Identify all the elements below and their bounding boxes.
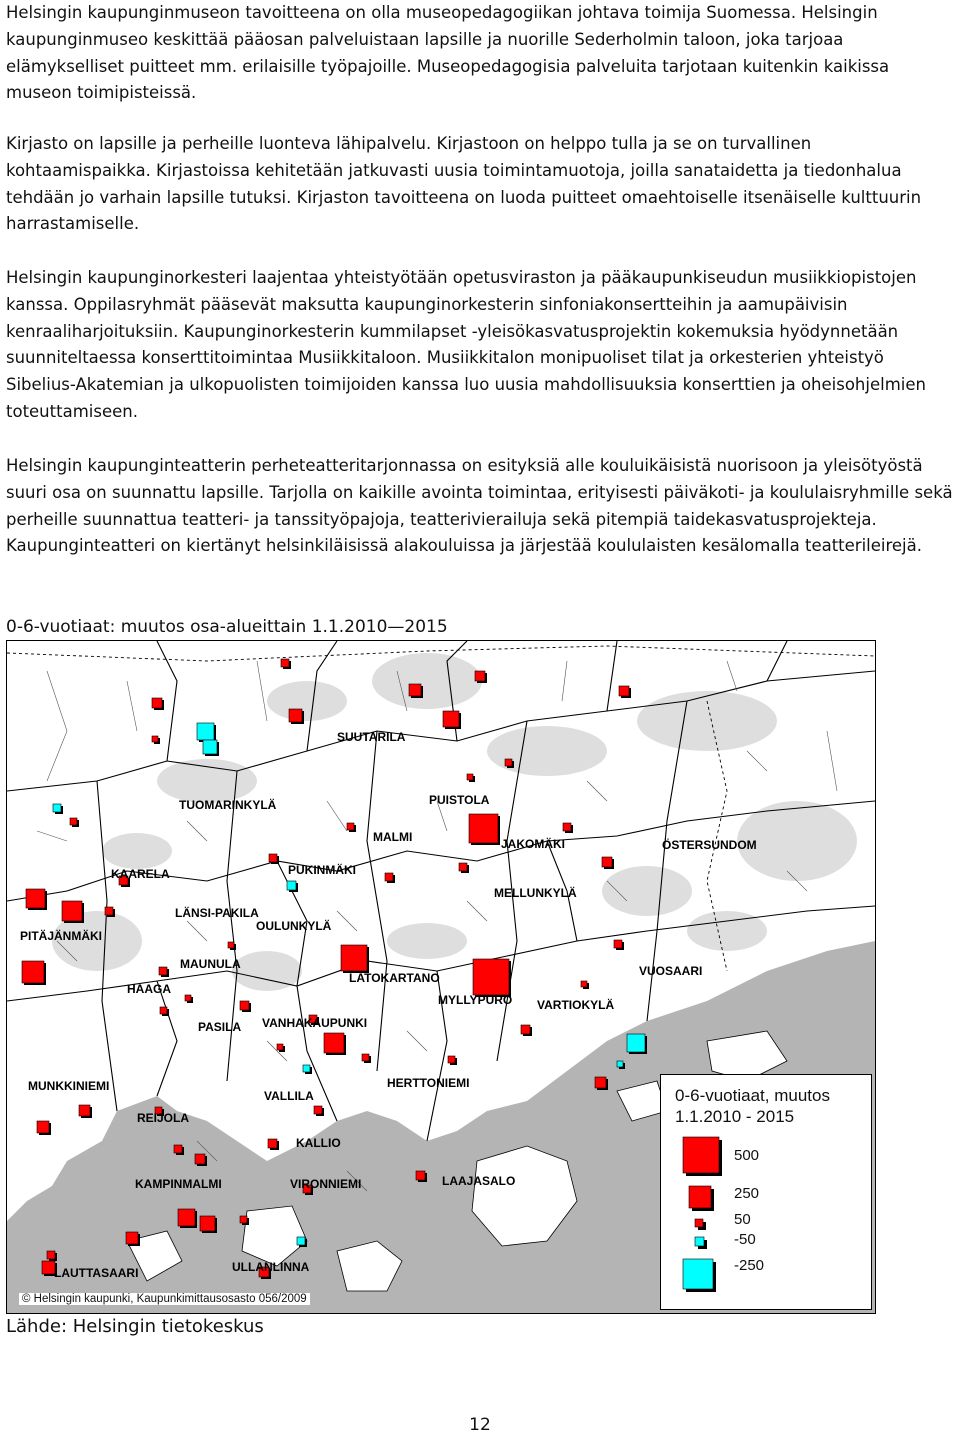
legend-symbol-50 xyxy=(695,1219,703,1227)
increase-marker xyxy=(152,698,162,708)
map-caption: 0-6-vuotiaat: muutos osa-alueittain 1.1.2010—2015 xyxy=(6,617,448,637)
district-label: VUOSAARI xyxy=(639,964,703,978)
legend-symbol-minus-50 xyxy=(695,1237,704,1246)
district-label: VALLILA xyxy=(264,1089,314,1103)
district-label: PITÄJÄNMÄKI xyxy=(20,929,103,943)
district-map xyxy=(6,640,876,1314)
district-label: PUKINMÄKI xyxy=(288,863,356,877)
increase-marker xyxy=(448,1056,455,1063)
legend-label-250: 250 xyxy=(734,1185,760,1202)
legend-label-minus-250: -250 xyxy=(734,1257,765,1274)
decrease-marker xyxy=(303,1065,310,1072)
district-label: SUUTARILA xyxy=(337,730,406,744)
decrease-marker xyxy=(287,881,296,890)
legend-label-minus-50: -50 xyxy=(734,1231,756,1248)
district-label: MAUNULA xyxy=(180,957,241,971)
increase-marker xyxy=(240,1216,247,1223)
decrease-marker xyxy=(617,1061,623,1067)
source-note: Lähde: Helsingin tietokeskus xyxy=(6,1316,264,1337)
increase-marker xyxy=(619,686,629,696)
legend-label-50: 50 xyxy=(734,1211,751,1228)
increase-marker xyxy=(26,889,45,908)
district-label: LAAJASALO xyxy=(442,1174,516,1188)
district-label: OULUNKYLÄ xyxy=(256,919,332,933)
page-number: 12 xyxy=(469,1415,491,1435)
district-label: VANHAKAUPUNKI xyxy=(262,1016,368,1030)
district-label: LATOKARTANO xyxy=(349,971,440,985)
district-label: ÖSTERSUNDOM xyxy=(662,838,757,852)
increase-marker xyxy=(105,907,113,915)
increase-marker xyxy=(324,1033,344,1053)
increase-marker xyxy=(79,1105,90,1116)
district-label: KAARELA xyxy=(111,867,170,881)
paragraph-orchestra: Helsingin kaupunginorkesteri laajentaa yhteistyötään opetusviraston ja pääkaupunkiseudun musiikkiopistojen kanssa. Oppilasryhmät pääsevät maksutta kaupunginorkesterin sinfoniakonsertteihin ja aamupäivisin kenraaliharjoituksiin. Kaupunginorkesterin kummilapset -yleisökasvatusprojektin kokemuksia hyödynnetään suunniteltaessa konserttitoimintaa Musiikkitaloon. Musiikkitalon monipuoliset tilat ja orkesterien yhteistyö Sibelius-Akatemian ja ulkopuolisten toimijoiden kanssa luo uusia mahdollisuuksia konserttien ja oheisohjelmien toteuttamiseen. xyxy=(6,268,926,421)
district-label: PASILA xyxy=(198,1020,242,1034)
increase-marker xyxy=(595,1077,606,1088)
increase-marker xyxy=(195,1154,205,1164)
forest-areas xyxy=(52,653,857,991)
increase-marker xyxy=(178,1209,195,1226)
decrease-marker xyxy=(627,1034,645,1052)
legend-label-500: 500 xyxy=(734,1147,760,1164)
increase-marker xyxy=(467,774,473,780)
increase-marker xyxy=(126,1232,138,1244)
district-label: LÄNSI-PAKILA xyxy=(175,906,259,920)
increase-marker xyxy=(174,1145,182,1153)
increase-marker xyxy=(159,967,167,975)
increase-marker xyxy=(459,863,467,871)
district-label: VIRONNIEMI xyxy=(290,1177,362,1191)
map-legend xyxy=(660,1074,872,1310)
increase-marker xyxy=(602,857,612,867)
increase-marker xyxy=(37,1121,49,1133)
increase-marker xyxy=(362,1054,369,1061)
legend-symbol-minus-250 xyxy=(683,1259,713,1289)
increase-marker xyxy=(505,759,512,766)
district-label: HERTTONIEMI xyxy=(387,1076,470,1090)
decrease-marker xyxy=(297,1237,305,1245)
increase-marker xyxy=(614,940,622,948)
legend-symbols xyxy=(661,1075,871,1309)
increase-marker xyxy=(268,1139,277,1148)
decrease-marker xyxy=(203,740,217,754)
increase-marker xyxy=(521,1025,530,1034)
district-label: REIJOLA xyxy=(137,1111,190,1125)
increase-marker xyxy=(240,1001,249,1010)
increase-marker xyxy=(385,873,393,881)
increase-marker xyxy=(62,901,82,921)
paragraph-library: Kirjasto on lapsille ja perheille luonteva lähipalvelu. Kirjastoon on helppo tulla ja se on turvallinen kohtaamispaikka. Kirjastoissa kehitetään jatkuvasti uusia toimintamuotoja, joilla sanataidetta ja tiedonhalua tehdään jo varhain lapsille tutuksi. Kirjaston tavoitteena on luoda puitteet omaehtoiselle itsenäiselle kulttuurin harrastamiselle. xyxy=(6,134,922,234)
increase-marker xyxy=(185,995,191,1001)
district-label: PUISTOLA xyxy=(429,793,490,807)
increase-marker xyxy=(347,823,354,830)
district-label: MALMI xyxy=(373,830,413,844)
district-label: VARTIOKYLÄ xyxy=(537,998,615,1012)
district-label: KAMPINMALMI xyxy=(135,1177,222,1191)
increase-marker xyxy=(475,671,485,681)
increase-marker xyxy=(314,1106,322,1114)
legend-symbol-500 xyxy=(683,1137,719,1173)
increase-marker xyxy=(277,1044,283,1050)
district-label: MYLLYPURO xyxy=(438,993,513,1007)
paragraph-theatre: Helsingin kaupunginteatterin perheteatteritarjonnassa on esityksiä alle kouluikäisistä nuorisoon ja yleisötyöstä suuri osa on suunnattu lapsille. Tarjolla on kaikille avointa toimintaa, erityisesti päiväkoti- ja koululaisryhmille sekä perheille suunnattua teatteri- ja tanssityöpajoja, teatterivierailuja sekä pitempiä taidekasvatusprojekteja. Kaupunginteatteri on kiertänyt helsinkiläisissä alakouluissa ja järjestää koululaisten kesälomalla teatterileirejä. xyxy=(6,456,953,556)
increase-marker xyxy=(289,709,302,722)
legend-title: 0-6-vuotiaat, muutos 1.1.2010 - 2015 xyxy=(675,1086,830,1126)
increase-marker xyxy=(152,736,158,742)
increase-marker xyxy=(269,854,277,862)
increase-marker xyxy=(473,959,509,995)
district-label: HAAGA xyxy=(127,982,171,996)
increase-marker xyxy=(469,814,498,843)
increase-marker xyxy=(22,961,44,983)
district-label: MUNKKINIEMI xyxy=(28,1079,110,1093)
district-label: ULLANLINNA xyxy=(232,1260,310,1274)
district-label: LAUTTASAARI xyxy=(54,1266,139,1280)
increase-marker xyxy=(200,1216,215,1231)
increase-marker xyxy=(581,981,587,987)
increase-marker xyxy=(160,1007,167,1014)
legend-symbol-250 xyxy=(689,1186,711,1208)
district-label: TUOMARINKYLÄ xyxy=(179,798,277,812)
decrease-marker xyxy=(197,723,214,740)
increase-marker xyxy=(341,945,367,971)
paragraph-museum: Helsingin kaupunginmuseon tavoitteena on olla museopedagogiikan johtava toimija Suomessa. Helsingin kaupunginmuseo keskittää pääosan palveluistaan lapsille ja nuorille Sederholmin taloon, joka tarjoaa elämykselliset puitteet mm. erilaisille työpajoille. Museopedagogisia palveluita tarjotaan kuitenkin kaikissa museon toimipisteissä. xyxy=(6,3,890,103)
increase-marker xyxy=(409,684,421,696)
increase-marker xyxy=(281,659,289,667)
district-label: KALLIO xyxy=(296,1136,341,1150)
increase-marker xyxy=(47,1251,55,1259)
district-label: MELLUNKYLÄ xyxy=(494,886,577,900)
increase-marker xyxy=(228,942,234,948)
increase-marker xyxy=(443,711,459,727)
decrease-marker xyxy=(53,804,61,812)
increase-marker xyxy=(416,1171,425,1180)
copyright-notice: © Helsingin kaupunki, Kaupunkimittausosasto 056/2009 xyxy=(19,1293,310,1305)
increase-marker xyxy=(563,823,571,831)
district-label: JAKOMÄKI xyxy=(501,837,566,851)
increase-marker xyxy=(70,818,77,825)
